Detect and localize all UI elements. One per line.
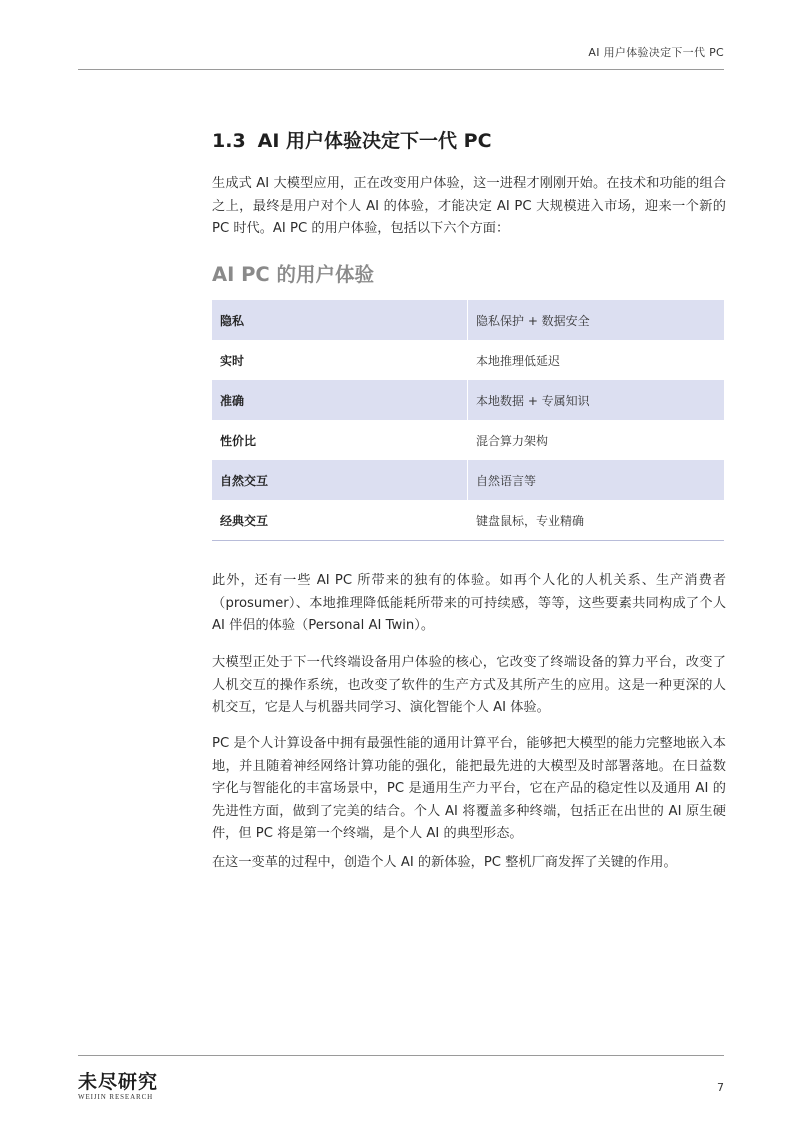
running-header: AI 用户体验决定下一代 PC xyxy=(588,46,724,59)
row-value: 本地推理低延迟 xyxy=(468,340,725,380)
table-row xyxy=(212,500,724,541)
section-number: 1.3 xyxy=(212,130,246,152)
logo-chinese: 未尽研究 xyxy=(78,1071,159,1093)
footer-divider xyxy=(78,1055,724,1056)
row-key: 自然交互 xyxy=(212,460,468,500)
body-paragraph: 在这一变革的过程中，创造个人 AI 的新体验，PC 整机厂商发挥了关键的作用。 xyxy=(212,855,677,870)
header-divider xyxy=(78,69,724,70)
row-value: 隐私保护 + 数据安全 xyxy=(468,300,725,340)
row-value: 混合算力架构 xyxy=(468,420,725,460)
logo-english: WEIJIN RESEARCH xyxy=(78,1093,154,1101)
experience-table xyxy=(212,300,724,541)
row-key: 性价比 xyxy=(220,433,257,448)
section-title-text: AI 用户体验决定下一代 PC xyxy=(257,130,492,152)
intro-paragraph: 生成式 AI 大模型应用，正在改变用户体验，这一进程才刚刚开始。在技术和功能的组合之上，最终是用户对个人 AI 的体验，才能决定 AI PC 大规模进入市场，迎来一个新的 PC 时代。AI PC 的用户体验，包括以下六个方面： xyxy=(212,176,726,236)
table-heading: AI PC 的用户体验 xyxy=(212,263,375,286)
section-title xyxy=(212,126,492,153)
row-key: 经典交互 xyxy=(212,500,468,541)
row-value: 键盘鼠标，专业精确 xyxy=(468,500,725,541)
page-number: 7 xyxy=(717,1081,724,1094)
table-row xyxy=(212,300,724,340)
row-value: 自然语言等 xyxy=(468,460,725,500)
table-row xyxy=(212,420,724,460)
row-value: 本地数据 + 专属知识 xyxy=(468,380,725,420)
row-key: 准确 xyxy=(212,380,468,420)
publisher-logo xyxy=(78,1072,158,1101)
body-paragraph: 大模型正处于下一代终端设备用户体验的核心，它改变了终端设备的算力平台，改变了人机交互的操作系统，也改变了软件的生产方式及其所产生的应用。这是一种更深的人机交互，它是人与机器共同学习、演化智能个人 AI 体验。 xyxy=(212,655,726,715)
row-key: 隐私 xyxy=(212,300,468,340)
row-key: 实时 xyxy=(220,353,245,368)
table-row xyxy=(212,340,724,380)
body-paragraph: PC 是个人计算设备中拥有最强性能的通用计算平台，能够把大模型的能力完整地嵌入本地，并且随着神经网络计算功能的强化，能把最先进的大模型及时部署落地。在日益数字化与智能化的丰富场景中，PC 是通用生产力平台，它在产品的稳定性以及通用 AI 的先进性方面，做到了完美的结合。个人 AI 将覆盖多种终端，包括正在出世的 AI 原生硬件，但 PC 将是第一个终端，是个人 AI 的典型形态。 xyxy=(212,736,726,841)
table-row xyxy=(212,380,724,420)
body-paragraph: 此外，还有一些 AI PC 所带来的独有的体验。如再个人化的人机关系、生产消费者（prosumer）、本地推理降低能耗所带来的可持续感，等等，这些要素共同构成了个人 AI 伴侣的体验（Personal AI Twin）。 xyxy=(212,573,726,633)
table-row xyxy=(212,460,724,500)
